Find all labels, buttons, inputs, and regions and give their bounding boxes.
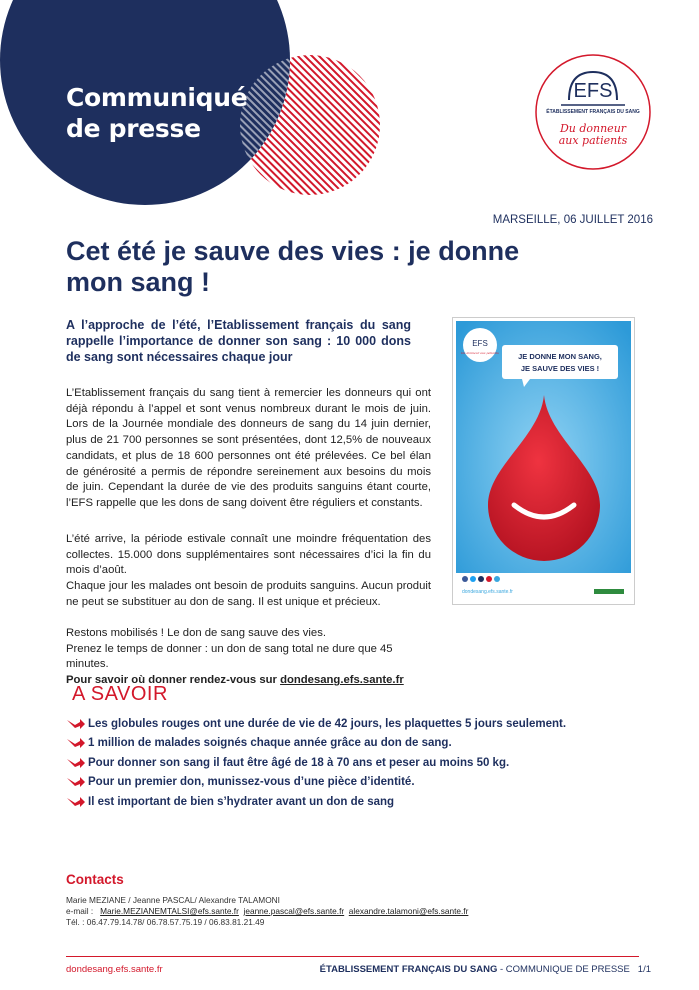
logo-tagline-1: Du donneur [559,122,627,135]
footer-divider [66,956,639,957]
red-arrow-icon [66,796,86,808]
efs-logo [533,52,653,172]
email-link-1[interactable]: Marie.MEZIANEMTALSI@efs.sante.fr [100,906,239,916]
list-item: 1 million de malades soignés chaque année grâce au don de sang. [66,734,646,754]
body-paragraph-3: Chaque jour les malades ont besoin de produits sanguins. Aucun produit ne peut se substituer au don de sang. Il est unique et précieux. [66,580,431,608]
red-arrow-icon [66,718,86,730]
footer-site: dondesang.efs.sante.fr [66,964,163,975]
footer-info: ÉTABLISSEMENT FRANÇAIS DU SANG - COMMUNIQUE DE PRESSE 1/1 [319,964,651,975]
campaign-poster [452,317,635,605]
logo-tagline-2: aux patients [558,134,628,147]
body-paragraph-2: L’été arrive, la période estivale connaît une moindre fréquentation des collectes. 15.000 dons supplémentaires sont nécessaires d’ici la fin du mois d’août. [66,533,431,577]
poster-logo-tagline: Du donneur aux patients [461,351,499,355]
logo-acronym: EFS [573,80,613,102]
list-item: Pour un premier don, munissez-vous d’une pièce d’identité. [66,773,646,793]
a-savoir-title: A SAVOIR [72,683,168,705]
body-paragraph-4: Restons mobilisés ! Le don de sang sauve des vies. Prenez le temps de donner : un don de sang total ne dure que 45 minutes. Pour savoir où donner rendez-vous sur dondesang.efs.sante.fr [66,627,404,687]
list-item: Pour donner son sang il faut être âgé de 18 à 70 ans et peser au moins 50 kg. [66,753,646,773]
email-link-2[interactable]: jeanne.pascal@efs.sante.fr [243,906,345,916]
lead-paragraph: A l’approche de l’été, l’Etablissement français du sang rappelle l’importance de donner son sang : 10 000 dons de sang sont nécessaires chaque jour [66,318,411,364]
dondesang-link[interactable]: dondesang.efs.sante.fr [280,674,404,687]
email-link-3[interactable]: alexandre.talamoni@efs.sante.fr [348,906,469,916]
body-paragraph-1: L’Etablissement français du sang tient à remercier les donneurs qui ont déjà répondu à l’appel et sont venus nombreux durant le mois de juin. Lors de la Journée mondiale des donneurs de sang du 14 juin dernier, plus de 21 700 personnes se sont présentées, dont 12,5% de nouveaux candidats, et plus de 18 600 personnes ont été prélevées. Ce bel élan de générosité a permis de répondre sereinement aux besoins du mois de juin. Cependant la durée de vie des produits sanguins étant courte, l’EFS rappelle que les dons de sang doivent être réguliers et constants. [66,387,431,509]
poster-logo-acronym: EFS [472,339,488,348]
dateline: MARSEILLE, 06 JUILLET 2016 [492,214,653,226]
page-number: 1/1 [637,964,651,975]
list-item: Les globules rouges ont une durée de vie de 42 jours, les plaquettes 5 jours seulement. [66,714,646,734]
red-arrow-icon [66,737,86,749]
press-release-title: Communiqué de presse [66,83,248,143]
poster-bubble-line-2: JE SAUVE DES VIES ! [520,364,600,373]
fact-list [66,714,646,812]
red-arrow-icon [66,757,86,769]
contact-phone: Tél. : 06.47.79.14.78/ 06.78.57.75.19 / 06.83.81.21.49 [66,917,265,927]
contact-emails: e-mail : Marie.MEZIANEMTALSI@efs.sante.fr jeanne.pascal@efs.sante.fr alexandre.talamoni@efs.sante.fr [66,906,469,916]
contact-names: Marie MEZIANE / Jeanne PASCAL/ Alexandre TALAMONI [66,895,280,905]
logo-name: ÉTABLISSEMENT FRANÇAIS DU SANG [546,109,640,115]
headline: Cet été je sauve des vies : je donne mon sang ! [66,236,520,297]
red-arrow-icon [66,776,86,788]
poster-url: dondesang.efs.sante.fr [462,589,513,595]
poster-bubble-line-1: JE DONNE MON SANG, [518,352,602,361]
list-item: Il est important de bien s’hydrater avant un don de sang [66,792,646,812]
contacts-heading: Contacts [66,872,124,887]
